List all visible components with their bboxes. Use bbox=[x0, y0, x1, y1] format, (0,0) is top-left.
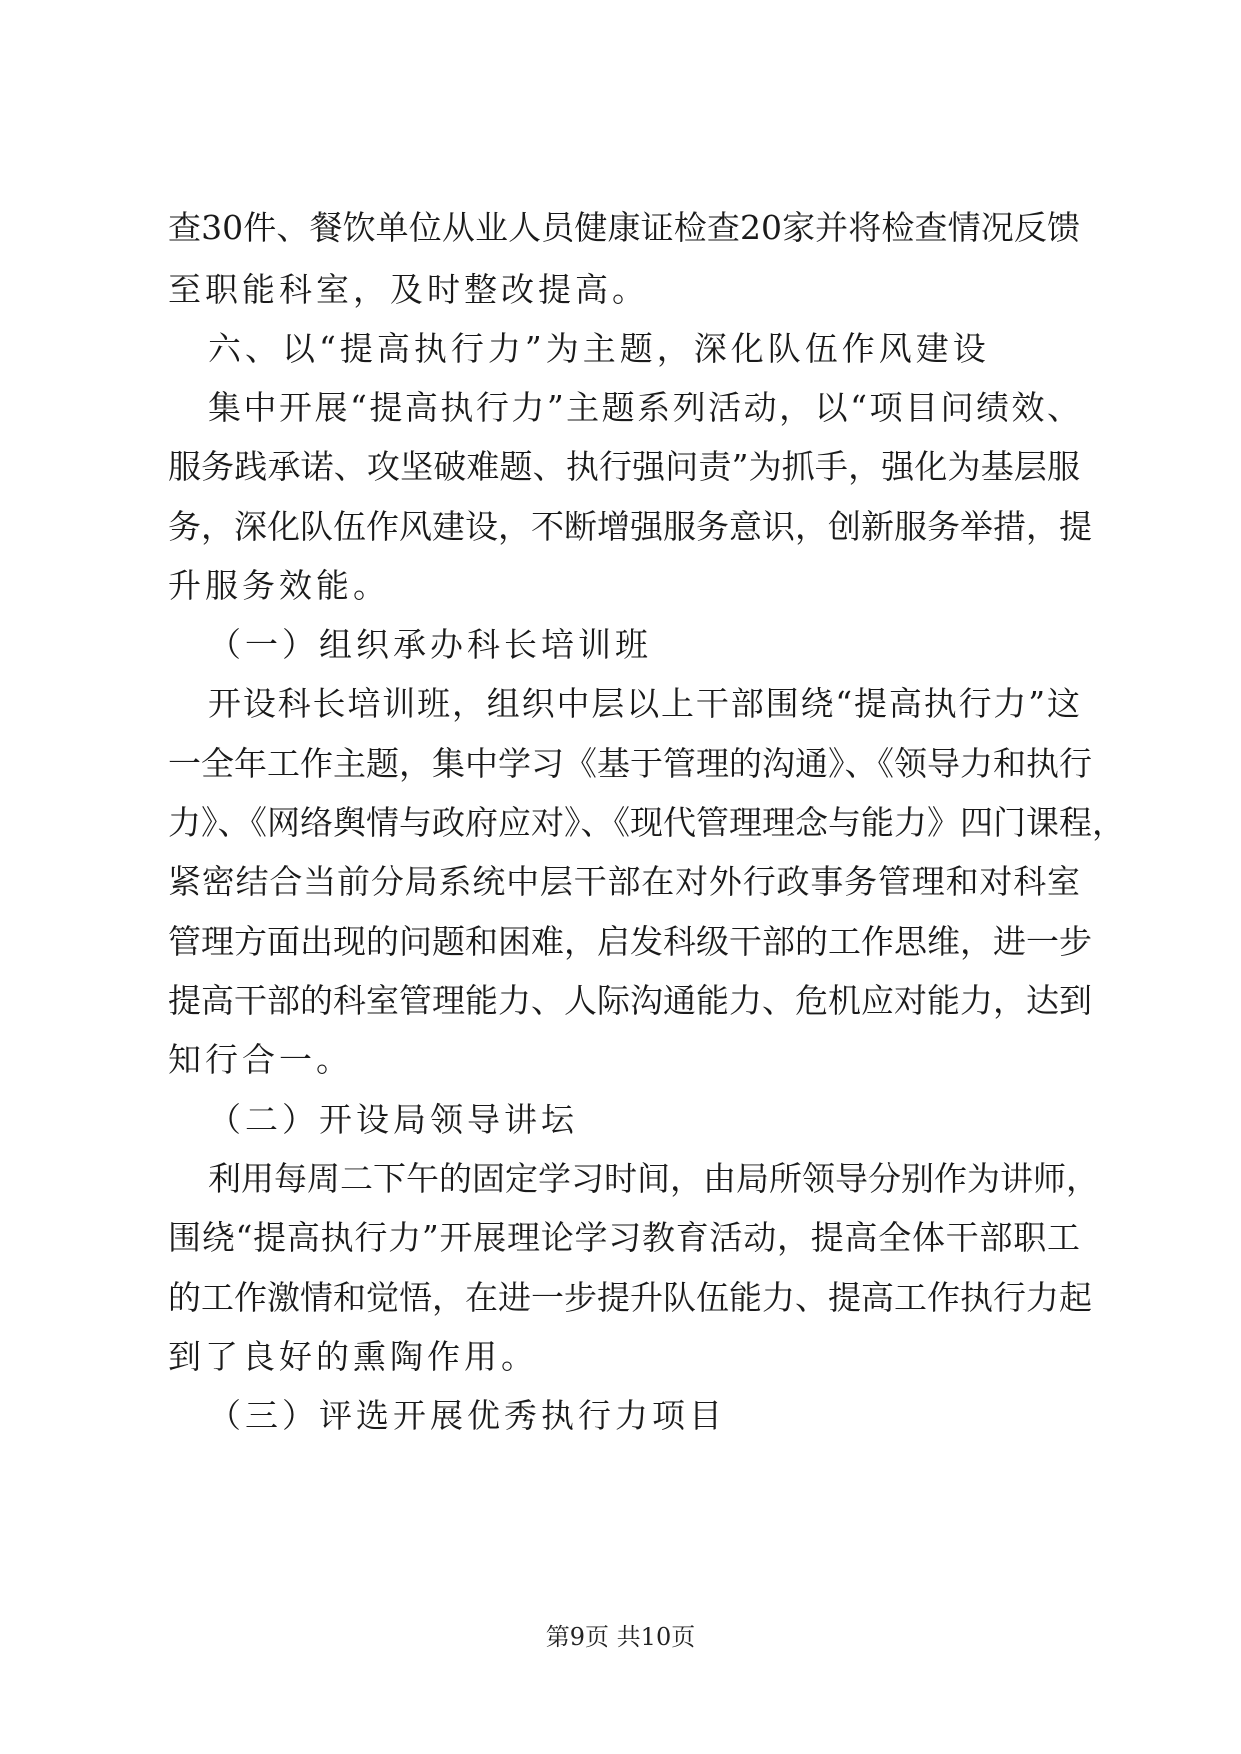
paragraph-line: 的工作激情和觉悟，在进一步提升队伍能力、提高工作执行力起 bbox=[168, 1278, 1092, 1317]
paragraph-line: 至职能科室，及时整改提高。 bbox=[168, 270, 649, 309]
subsection-heading: （三）评选开展优秀执行力项目 bbox=[208, 1396, 726, 1435]
paragraph-line: 开设科长培训班，组织中层以上干部围绕“提高执行力”这 bbox=[208, 684, 1080, 723]
paragraph-line: 紧密结合当前分局系统中层干部在对外行政事务管理和对科室 bbox=[168, 862, 1080, 901]
paragraph-line: 提高干部的科室管理能力、人际沟通能力、危机应对能力，达到 bbox=[168, 981, 1092, 1020]
paragraph-line: 知行合一。 bbox=[168, 1040, 353, 1079]
paragraph-line: 围绕“提高执行力”开展理论学习教育活动，提高全体干部职工 bbox=[168, 1218, 1080, 1257]
paragraph-line: 服务践承诺、攻坚破难题、执行强问责”为抓手，强化为基层服 bbox=[168, 447, 1080, 486]
paragraph-line: 集中开展“提高执行力”主题系列活动，以“项目问绩效、 bbox=[208, 388, 1080, 427]
page-number-footer: 第9页 共10页 bbox=[545, 1623, 696, 1651]
paragraph-line: 到了良好的熏陶作用。 bbox=[168, 1337, 538, 1376]
subsection-heading: （一）组织承办科长培训班 bbox=[208, 625, 652, 664]
paragraph-line: 升服务效能。 bbox=[168, 566, 390, 605]
paragraph-line: 务，深化队伍作风建设，不断增强服务意识，创新服务举措，提 bbox=[168, 507, 1092, 546]
paragraph-line: 力》、《网络舆情与政府应对》、《现代管理理念与能力》四门课程， bbox=[168, 803, 1125, 842]
paragraph-line: 利用每周二下午的固定学习时间，由局所领导分别作为讲师， bbox=[208, 1159, 1099, 1198]
paragraph-line: 查30件、餐饮单位从业人员健康证检查20家并将检查情况反馈 bbox=[168, 208, 1080, 247]
subsection-heading: （二）开设局领导讲坛 bbox=[208, 1100, 578, 1139]
section-heading: 六、以“提高执行力”为主题，深化队伍作风建设 bbox=[208, 329, 990, 368]
paragraph-line: 管理方面出现的问题和困难，启发科级干部的工作思维，进一步 bbox=[168, 922, 1092, 961]
paragraph-line: 一全年工作主题，集中学习《基于管理的沟通》、《领导力和执行 bbox=[168, 744, 1092, 783]
